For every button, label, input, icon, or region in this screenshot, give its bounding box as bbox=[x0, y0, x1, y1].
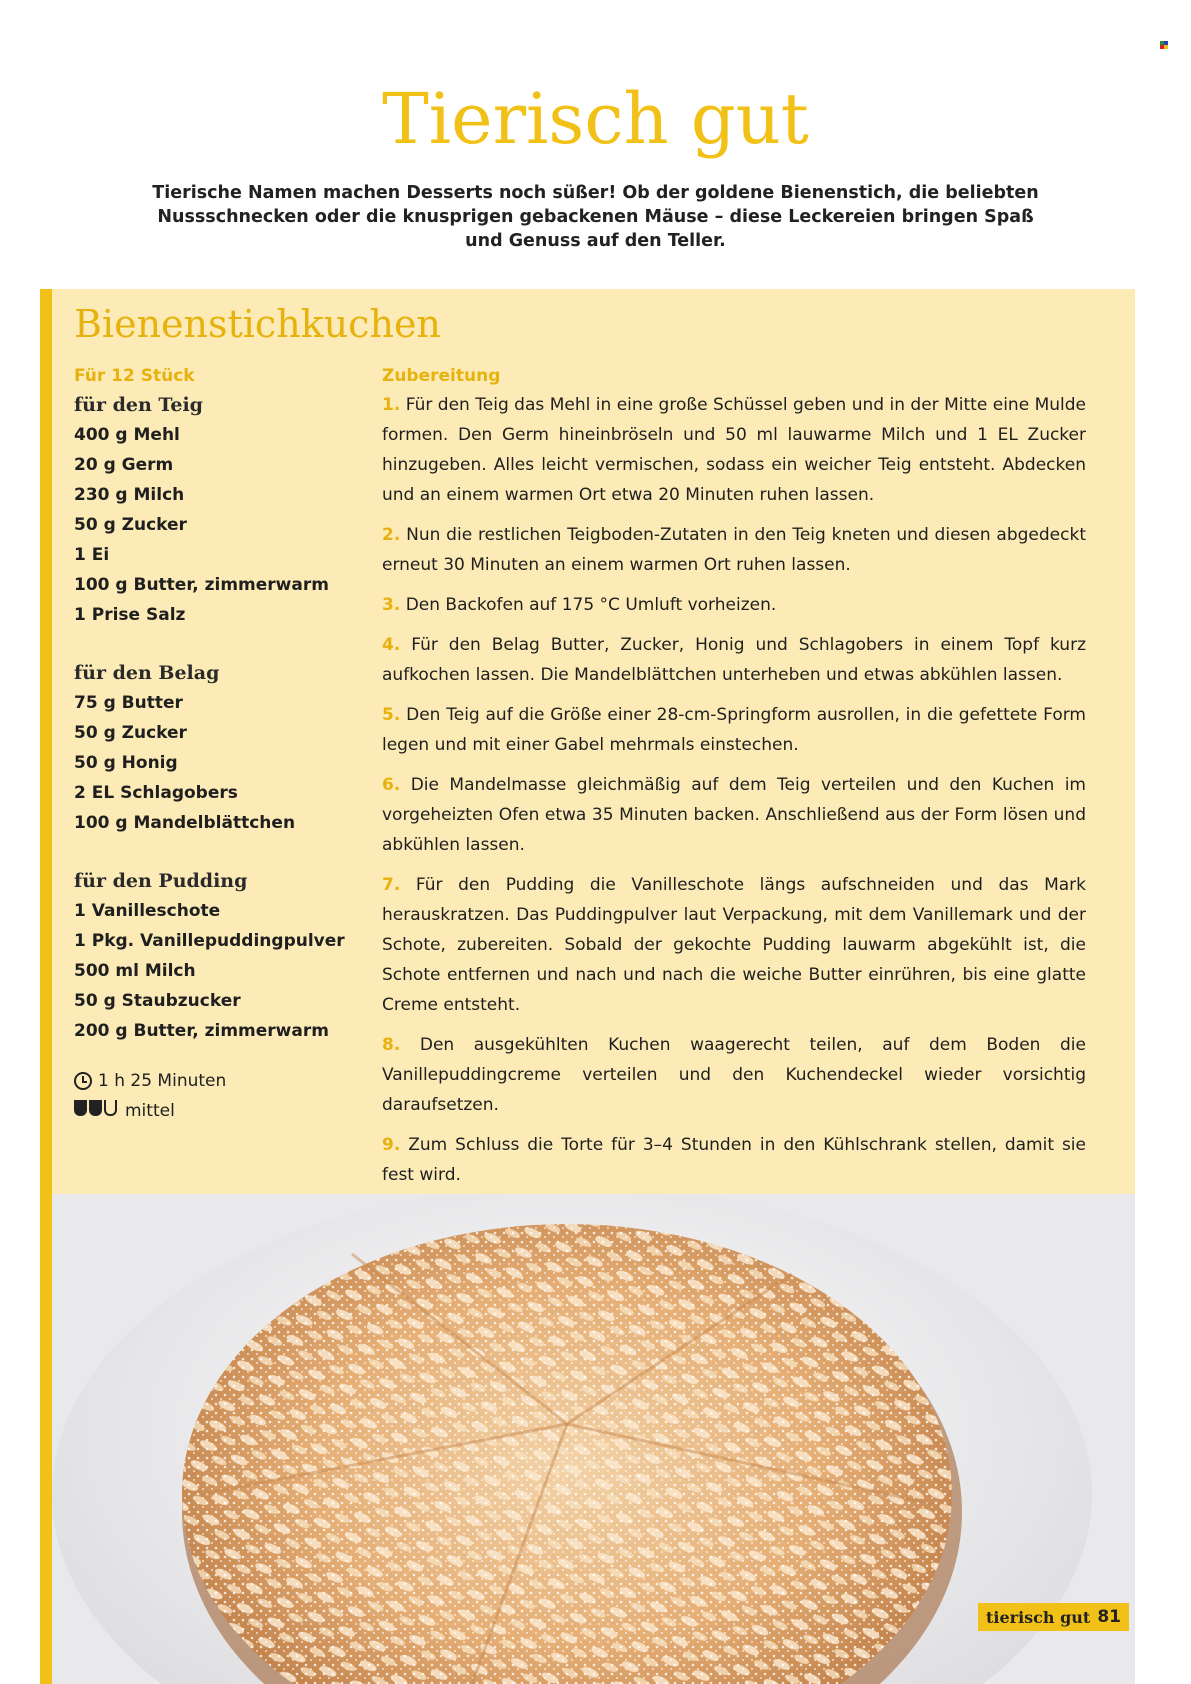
step-text: Für den Teig das Mehl in eine große Schüssel geben und in der Mitte eine Mulde formen. Den Germ hineinbröseln und 50 ml lauwarme Milch und 1 EL Zucker hinzugeben. Alles leicht vermischen, sodass ein weicher Teig entsteht. Abdecken und an einem warmen Ort etwa 20 Minuten ruhen lassen. bbox=[382, 395, 1087, 505]
step-text: Nun die restlichen Teigboden-Zutaten in den Teig kneten und diesen abgedeckt erneut 30 Minuten an einem warmen Ort ruhen lassen. bbox=[382, 525, 1086, 575]
ingredient: 1 Pkg. Vanillepuddingpulver bbox=[74, 931, 345, 951]
ingredients-column bbox=[74, 362, 364, 1126]
step bbox=[382, 870, 1086, 1020]
step bbox=[382, 1130, 1086, 1190]
step-text: Den Backofen auf 175 °C Umluft vorheizen. bbox=[405, 595, 777, 615]
ingredient: 1 Vanilleschote bbox=[74, 901, 221, 921]
step bbox=[382, 520, 1086, 580]
preparation-column bbox=[382, 362, 1086, 1200]
preparation-title: Zubereitung bbox=[382, 366, 501, 386]
color-registration-mark bbox=[1160, 34, 1168, 42]
group-title: für den Belag bbox=[74, 662, 220, 684]
step-text: Die Mandelmasse gleichmäßig auf dem Teig verteilen und den Kuchen im vorgeheizten Ofen etwa 35 Minuten backen. Anschließend aus der Form lösen und abkühlen lassen. bbox=[382, 775, 1086, 855]
recipe-title: Bienenstichkuchen bbox=[74, 302, 441, 346]
cake-illustration bbox=[52, 1194, 1135, 1684]
ingredient: 50 g Staubzucker bbox=[74, 991, 241, 1011]
page-title: Tierisch gut bbox=[382, 78, 809, 160]
ingredient: 400 g Mehl bbox=[74, 425, 180, 445]
ingredient: 1 Prise Salz bbox=[74, 605, 186, 625]
step bbox=[382, 390, 1086, 510]
step bbox=[382, 700, 1086, 760]
step-number: 7. bbox=[382, 875, 401, 895]
intro-text: Tierische Namen machen Desserts noch süßer! Ob der goldene Bienenstich, die beliebten Nussschnecken oder die knusprigen gebackenen Mäuse – diese Leckereien bringen Spaß und Genuss auf den Teller. bbox=[152, 183, 1039, 251]
page-footer bbox=[978, 1603, 1129, 1631]
prep-time-value: 1 h 25 Minuten bbox=[98, 1071, 227, 1091]
difficulty bbox=[74, 1096, 364, 1126]
ingredient: 50 g Zucker bbox=[74, 723, 187, 743]
step-number: 1. bbox=[382, 395, 401, 415]
step-number: 2. bbox=[382, 525, 401, 545]
accent-bar bbox=[40, 289, 52, 1684]
step-number: 5. bbox=[382, 705, 401, 725]
step bbox=[382, 1030, 1086, 1120]
ingredient: 2 EL Schlagobers bbox=[74, 783, 238, 803]
step-text: Für den Pudding die Vanilleschote längs aufschneiden und das Mark herauskratzen. Das Puddingpulver laut Verpackung, mit dem Vanillemark und der Schote, zubereiten. Sobald der gekochte Pudding lauwarm abgekühlt ist, die Schote entfernen und nach und nach die weiche Butter einrühren, bis eine glatte Creme entsteht. bbox=[382, 875, 1087, 1015]
step-text: Für den Belag Butter, Zucker, Honig und Schlagobers in einem Topf kurz aufkochen lassen. Die Mandelblättchen unterheben und etwas abkühlen lassen. bbox=[382, 635, 1086, 685]
ingredient: 200 g Butter, zimmerwarm bbox=[74, 1021, 329, 1041]
ingredient: 100 g Mandelblättchen bbox=[74, 813, 296, 833]
step-number: 6. bbox=[382, 775, 401, 795]
difficulty-icons bbox=[74, 1096, 119, 1126]
step-number: 3. bbox=[382, 595, 401, 615]
difficulty-filled-icon bbox=[89, 1100, 102, 1116]
ingredient: 75 g Butter bbox=[74, 693, 183, 713]
step bbox=[382, 590, 1086, 620]
ingredient: 100 g Butter, zimmerwarm bbox=[74, 575, 329, 595]
page-number: 81 bbox=[1097, 1607, 1121, 1627]
group-title: für den Pudding bbox=[74, 870, 248, 892]
prep-time bbox=[74, 1066, 364, 1096]
difficulty-empty-icon bbox=[104, 1100, 117, 1116]
group-title: für den Teig bbox=[74, 394, 203, 416]
servings: Für 12 Stück bbox=[74, 366, 195, 386]
ingredient: 500 ml Milch bbox=[74, 961, 196, 981]
step-number: 9. bbox=[382, 1135, 401, 1155]
step-text: Den Teig auf die Größe einer 28-cm-Springform ausrollen, in die gefettete Form legen und mit einer Gabel mehrmals einstechen. bbox=[382, 705, 1086, 755]
ingredient-group-pudding bbox=[74, 866, 364, 1046]
step-number: 4. bbox=[382, 635, 401, 655]
step bbox=[382, 630, 1086, 690]
ingredient: 1 Ei bbox=[74, 545, 110, 565]
step-text: Zum Schluss die Torte für 3–4 Stunden in den Kühlschrank stellen, damit sie fest wird. bbox=[382, 1135, 1086, 1185]
ingredient: 20 g Germ bbox=[74, 455, 174, 475]
ingredient: 50 g Zucker bbox=[74, 515, 187, 535]
difficulty-filled-icon bbox=[74, 1100, 87, 1116]
step-text: Den ausgekühlten Kuchen waagerecht teilen, auf dem Boden die Vanillepuddingcreme verteilen und den Kuchendeckel wieder vorsichtig daraufsetzen. bbox=[382, 1035, 1086, 1115]
step bbox=[382, 770, 1086, 860]
difficulty-label: mittel bbox=[125, 1101, 175, 1121]
ingredient-group-teig bbox=[74, 390, 364, 630]
clock-icon bbox=[74, 1072, 92, 1090]
step-number: 8. bbox=[382, 1035, 401, 1055]
footer-section-title: tierisch gut bbox=[986, 1607, 1091, 1627]
ingredient: 50 g Honig bbox=[74, 753, 178, 773]
cake-photo bbox=[52, 1194, 1135, 1684]
ingredient: 230 g Milch bbox=[74, 485, 185, 505]
ingredient-group-belag bbox=[74, 658, 364, 838]
